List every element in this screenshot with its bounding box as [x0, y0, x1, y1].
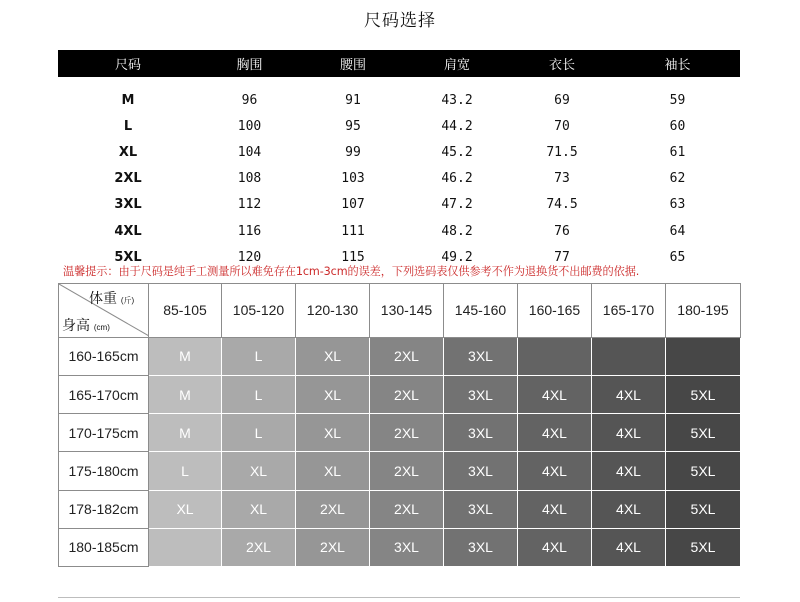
size-tip: 温馨提示：由于尺码是纯手工测量所以难免存在1cm-3cm的误差，下列选码表仅供参考不作为退换货不出邮费的依据.	[63, 265, 640, 278]
height-range-label: 165-170cm	[59, 375, 149, 413]
size-cell: 4XL	[592, 375, 666, 413]
header-waist: 腰围	[339, 58, 366, 73]
measure-value: 103	[341, 171, 365, 187]
size-label: M	[121, 92, 135, 108]
size-cell: 2XL	[370, 337, 444, 375]
height-range-label: 178-182cm	[59, 490, 149, 528]
size-cell: 4XL	[518, 375, 592, 413]
size-cell: 5XL	[666, 414, 741, 452]
height-label-text: 身高	[62, 317, 90, 333]
measure-value: 47.2	[441, 197, 473, 213]
size-cell: 2XL	[370, 414, 444, 452]
weight-range-header: 85-105	[149, 284, 222, 338]
weight-unit: (斤)	[120, 296, 135, 305]
size-cell	[518, 337, 592, 375]
measure-row	[58, 166, 740, 192]
measure-value: 45.2	[441, 144, 473, 160]
weight-range-header: 145-160	[444, 284, 518, 338]
size-cell: XL	[222, 452, 296, 490]
size-label: 4XL	[114, 223, 142, 239]
size-cell: 4XL	[592, 528, 666, 566]
height-range-label: 170-175cm	[59, 414, 149, 452]
measure-value: 64	[669, 223, 686, 239]
weight-label	[89, 288, 134, 308]
size-cell: XL	[296, 337, 370, 375]
size-cell: 3XL	[444, 414, 518, 452]
measure-value: 96	[241, 92, 258, 108]
measure-value: 91	[345, 92, 361, 108]
size-cell: 2XL	[370, 490, 444, 528]
size-cell: 2XL	[370, 375, 444, 413]
measure-value: 59	[669, 92, 686, 108]
size-label: 2XL	[114, 171, 142, 187]
measure-value: 69	[554, 92, 570, 108]
size-cell: XL	[296, 375, 370, 413]
weight-range-header: 180-195	[666, 284, 741, 338]
size-cell: 4XL	[518, 490, 592, 528]
height-range-label: 160-165cm	[59, 337, 149, 375]
measure-value: 108	[237, 171, 262, 187]
measure-value: 70	[554, 118, 570, 134]
size-cell: 4XL	[518, 414, 592, 452]
measure-value: 46.2	[441, 171, 473, 187]
measure-value: 60	[669, 118, 686, 134]
header-size: 尺码	[114, 58, 141, 73]
measure-table-body	[58, 87, 740, 270]
size-cell: L	[222, 414, 296, 452]
measure-table-header	[58, 50, 740, 77]
measure-value: 63	[669, 197, 686, 213]
header-sleeve: 袖长	[664, 58, 691, 73]
height-unit: (cm)	[93, 323, 110, 332]
size-cell: 2XL	[296, 528, 370, 566]
measure-value: 74.5	[546, 197, 578, 213]
measure-value: 77	[554, 249, 570, 265]
size-cell: M	[149, 375, 222, 413]
measure-value: 65	[669, 249, 686, 265]
size-cell: 4XL	[592, 490, 666, 528]
header-shoulder: 肩宽	[443, 58, 470, 73]
size-cell: 4XL	[518, 452, 592, 490]
size-cell: 4XL	[592, 452, 666, 490]
measure-value: 43.2	[441, 92, 473, 108]
measure-value: 116	[237, 223, 262, 239]
size-cell: L	[149, 452, 222, 490]
measure-row	[58, 87, 740, 113]
measure-value: 99	[345, 144, 361, 160]
size-cell: 3XL	[444, 452, 518, 490]
weight-range-header: 105-120	[222, 284, 296, 338]
height-range-label: 180-185cm	[59, 528, 149, 566]
size-cell: 5XL	[666, 490, 741, 528]
measure-row	[58, 113, 740, 139]
weight-range-header: 165-170	[592, 284, 666, 338]
size-cell: M	[149, 414, 222, 452]
measure-row	[58, 192, 740, 218]
height-label	[62, 315, 110, 335]
grid-corner-cell	[59, 284, 149, 338]
weight-range-header: 120-130	[296, 284, 370, 338]
size-cell: 5XL	[666, 528, 741, 566]
size-cell	[149, 528, 222, 566]
measure-value: 71.5	[546, 144, 578, 160]
size-cell: XL	[296, 452, 370, 490]
size-cell: 4XL	[592, 414, 666, 452]
measure-row	[58, 218, 740, 244]
weight-range-header: 160-165	[518, 284, 592, 338]
measure-value: 120	[237, 249, 262, 265]
size-cell: 3XL	[370, 528, 444, 566]
size-cell: 3XL	[444, 337, 518, 375]
size-cell: L	[222, 337, 296, 375]
measure-row	[58, 139, 740, 165]
size-cell: XL	[222, 490, 296, 528]
size-cell: XL	[149, 490, 222, 528]
size-cell: L	[222, 375, 296, 413]
measure-value: 95	[345, 118, 361, 134]
measure-value: 73	[554, 171, 570, 187]
size-label: 3XL	[114, 197, 142, 213]
size-cell: 5XL	[666, 375, 741, 413]
measure-value: 115	[341, 249, 365, 265]
measure-value: 62	[669, 171, 686, 187]
size-cell: XL	[296, 414, 370, 452]
size-cell: 2XL	[296, 490, 370, 528]
header-length: 衣长	[548, 58, 575, 73]
size-label: L	[123, 118, 133, 134]
page-title: 尺码选择	[364, 11, 436, 31]
measure-value: 111	[341, 223, 365, 239]
size-cell: 3XL	[444, 528, 518, 566]
measure-value: 104	[237, 144, 262, 160]
header-chest: 胸围	[236, 58, 263, 73]
bottom-divider	[58, 597, 740, 598]
measure-value: 112	[237, 197, 262, 213]
weight-range-header: 130-145	[370, 284, 444, 338]
size-cell: 4XL	[518, 528, 592, 566]
size-label: 5XL	[114, 249, 142, 265]
measure-value: 76	[554, 223, 570, 239]
size-cell: 3XL	[444, 490, 518, 528]
size-cell: M	[149, 337, 222, 375]
size-cell	[592, 337, 666, 375]
measure-value: 49.2	[441, 249, 473, 265]
size-cell: 2XL	[370, 452, 444, 490]
size-cell: 3XL	[444, 375, 518, 413]
measure-value: 61	[669, 144, 686, 160]
size-cell: 5XL	[666, 452, 741, 490]
size-recommendation-grid	[58, 283, 741, 567]
weight-label-text: 体重	[89, 290, 117, 306]
measure-value: 48.2	[441, 223, 473, 239]
measure-value: 100	[237, 118, 262, 134]
measure-value: 44.2	[441, 118, 473, 134]
size-cell	[666, 337, 741, 375]
measure-value: 107	[341, 197, 365, 213]
size-cell: 2XL	[222, 528, 296, 566]
height-range-label: 175-180cm	[59, 452, 149, 490]
size-label: XL	[118, 144, 138, 160]
